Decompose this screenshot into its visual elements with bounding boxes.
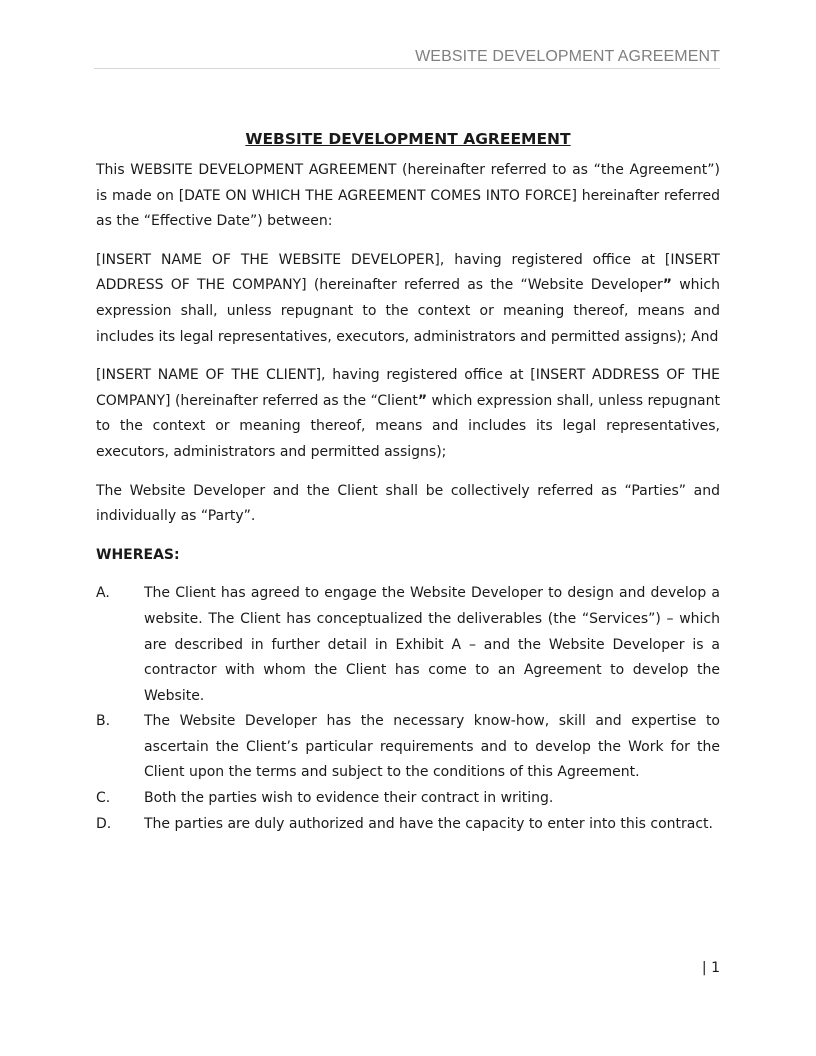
- recital-text: The Client has agreed to engage the Website Developer to design and develop a website. The Client has conceptualized the deliverables (the “Services”) – which are described in further detail in Exhibit A – and the Website Developer is a contractor with whom the Client has come to an Agreement to develop the Website.: [144, 585, 720, 704]
- page-number: | 1: [701, 960, 720, 976]
- recital-item: [96, 581, 720, 709]
- recital-item: [96, 786, 720, 812]
- document-body: [96, 129, 720, 837]
- party-client-paragraph: [96, 363, 720, 465]
- party-client-quote: ”: [417, 392, 428, 409]
- recital-letter: B.: [96, 713, 111, 730]
- recital-letter: D.: [96, 815, 112, 832]
- running-header: WEBSITE DEVELOPMENT AGREEMENT: [94, 48, 720, 69]
- whereas-heading: WHEREAS:: [96, 546, 180, 563]
- recital-text: Both the parties wish to evidence their contract in writing.: [144, 790, 554, 807]
- parties-definition-paragraph: The Website Developer and the Client shall be collectively referred as “Parties” and individually as “Party”.: [96, 482, 720, 525]
- document-title: WEBSITE DEVELOPMENT AGREEMENT: [245, 130, 571, 148]
- recital-letter: C.: [96, 790, 111, 807]
- intro-paragraph: This WEBSITE DEVELOPMENT AGREEMENT (hereinafter referred to as “the Agreement”) is made on [DATE ON WHICH THE AGREEMENT COMES INTO FORCE] hereinafter referred as the “Effective Date”) between:: [96, 162, 720, 230]
- recital-text: The parties are duly authorized and have the capacity to enter into this contract.: [144, 815, 713, 832]
- party-developer-text-rest: which expression shall, unless repugnant to the context or meaning thereof, means and includes its legal representatives, executors, administrators and permitted assigns); And: [96, 277, 721, 345]
- party-client-text: [INSERT NAME OF THE CLIENT], having registered office at [INSERT ADDRESS OF THE COMPANY] (hereinafter referred as the “Client: [96, 367, 720, 409]
- recital-item: [96, 709, 720, 786]
- party-developer-text: [INSERT NAME OF THE WEBSITE DEVELOPER], having registered office at [INSERT ADDRESS OF THE COMPANY] (hereinafter referred as the “Website Developer: [96, 251, 720, 294]
- recital-letter: A.: [96, 585, 110, 602]
- recital-item: [96, 812, 720, 838]
- party-developer-paragraph: [96, 248, 720, 350]
- recitals-list: [96, 581, 720, 837]
- recital-text: The Website Developer has the necessary know-how, skill and expertise to ascertain the Client’s particular requirements and to develop the Work for the Client upon the terms and subject to the conditions of this Agreement.: [144, 713, 720, 781]
- party-client-text-rest: which expression shall, unless repugnant to the context or meaning thereof, means and includes its legal representatives, executors, administrators and permitted assigns);: [96, 392, 721, 460]
- party-developer-quote: ”: [662, 277, 672, 294]
